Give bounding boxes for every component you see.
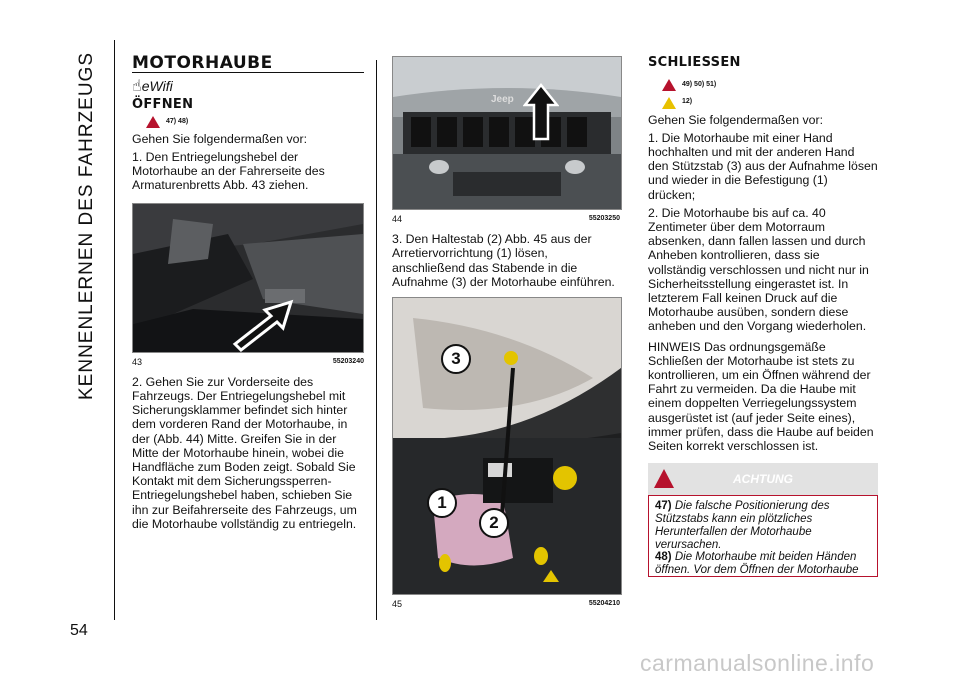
figure-43-photo [132,203,364,353]
watermark: carmanualsonline.info [640,650,875,676]
warning-ref-numbers: 47) 48) [166,117,189,125]
achtung-notes [648,495,878,577]
achtung-title: ACHTUNG [733,472,793,487]
figure-44-caption [392,212,620,226]
figure-code: 55203250 [588,215,620,222]
figure-number: 45 [392,599,403,610]
ewifi-icon: ☝eWifi [132,78,173,96]
note-text: Die falsche Positionierung des Stützstabs kann ein plötzliches Herunterfallen der Motorhaube verursachen. [655,500,830,551]
column-3 [648,56,878,577]
column-divider [376,60,377,620]
figure-number: 44 [392,214,403,224]
achtung-header [648,463,878,495]
column-1 [132,53,364,535]
paragraph: 2. Die Motorhaube bis auf ca. 40 Zentimeter über dem Motorraum absenken, dann fallen lassen und durch Anheben kontrollieren, dass sie vollständig verschlossen und nicht nur in Sicherheitsstellung eingerastet ist. In letzterem Fall keinen Druck auf die Motorhaube ausüben, sondern diese anheben und den Vorgang wiederholen. [648,205,869,334]
paragraph: 3. Den Haltestab (2) Abb. 45 aus der Arretiervorrichtung (1) lösen, anschließend das Stabende in die Aufnahme (3) der Motorhaube einführen. [392,232,615,289]
jeep-badge: Jeep [491,94,514,105]
figure-number: 43 [132,356,143,367]
note-47 [655,500,871,551]
callout-1: 1 [427,488,457,518]
arrow-up-icon [523,83,559,141]
note-number: 48) [655,551,672,564]
paragraph: 2. Gehen Sie zur Vorderseite des Fahrzeugs. Der Entriegelungshebel mit Sicherungsklammer befindet sich hinter dem vorderen Rand der Motorhaube, in der (Abb. 44) Mitte. Greifen Sie in der Mitte der Motorhaube hinein, wobei die Handfläche zum Boden zeigt. Sobald Sie Kontakt mit dem Sicherungssperren-Entriegelungshebel haben, schieben Sie ihn zur Beifahrerseite des Fahrzeugs, um die Motorhaube vollständig zu entriegeln. [132,374,357,531]
figure-45-photo [392,297,622,595]
warning-icon [146,116,160,128]
warning-icon [662,79,676,91]
figure-code: 55203240 [332,357,364,365]
figure-code: 55204210 [588,600,620,608]
caution-refs [662,95,878,109]
note-number: 47) [655,500,672,513]
caution-ref-numbers: 12) [682,98,693,106]
column-2 [392,56,620,617]
paragraph: Gehen Sie folgendermaßen vor: [132,131,307,146]
section-heading: MOTORHAUBE [132,56,364,73]
paragraph: 1. Den Entriegelungshebel der Motorhaube an der Fahrerseite des Armaturenbretts Abb. 43 ziehen. [132,150,325,193]
note-text: Die Motorhaube mit beiden Händen öffnen. Vor dem Öffnen der Motorhaube [655,551,859,577]
callout-3: 3 [441,344,471,374]
subsection-heading-open: ÖFFNEN [132,97,194,113]
engine-bay-illustration [393,298,621,594]
figure-43-caption [132,355,364,369]
subsection-heading-close: SCHLIESSEN [648,55,741,70]
paragraph: 1. Die Motorhaube mit einer Hand hochhalten und mit der anderen Hand den Stützstab (3) aus der Aufnahme lösen und wieder in die Befestigung (1) drücken; [648,130,878,202]
side-divider [114,40,115,620]
ewifi-label: eWifi [141,78,173,95]
chapter-title: KENNENLERNEN DES FAHRZEUGS [76,51,97,400]
figure-44-photo [392,56,622,210]
paragraph: Gehen Sie folgendermaßen vor: [648,112,823,127]
paragraph: HINWEIS Das ordnungsgemäße Schließen der Motorhaube ist stets zu kontrollieren, um ein Öffnen während der Fahrt zu vermeiden. Da die Haube mit einem doppelten Verriegelungssystem ausgerüstet ist (auf jeder Seite eines), immer prüfen, dass die Haube auf beiden Seiten korrekt verschlossen ist. [648,339,874,454]
caution-icon [662,97,676,109]
callout-2: 2 [479,508,509,538]
figure-45-caption [392,597,620,611]
jeep-front-illustration [393,57,621,209]
arrow-icon [231,296,301,352]
page-number: 54 [70,622,88,639]
warning-ref-numbers: 49) 50) 51) [682,81,717,89]
warning-refs [146,115,364,129]
note-48 [655,551,871,577]
warning-refs [662,78,878,92]
